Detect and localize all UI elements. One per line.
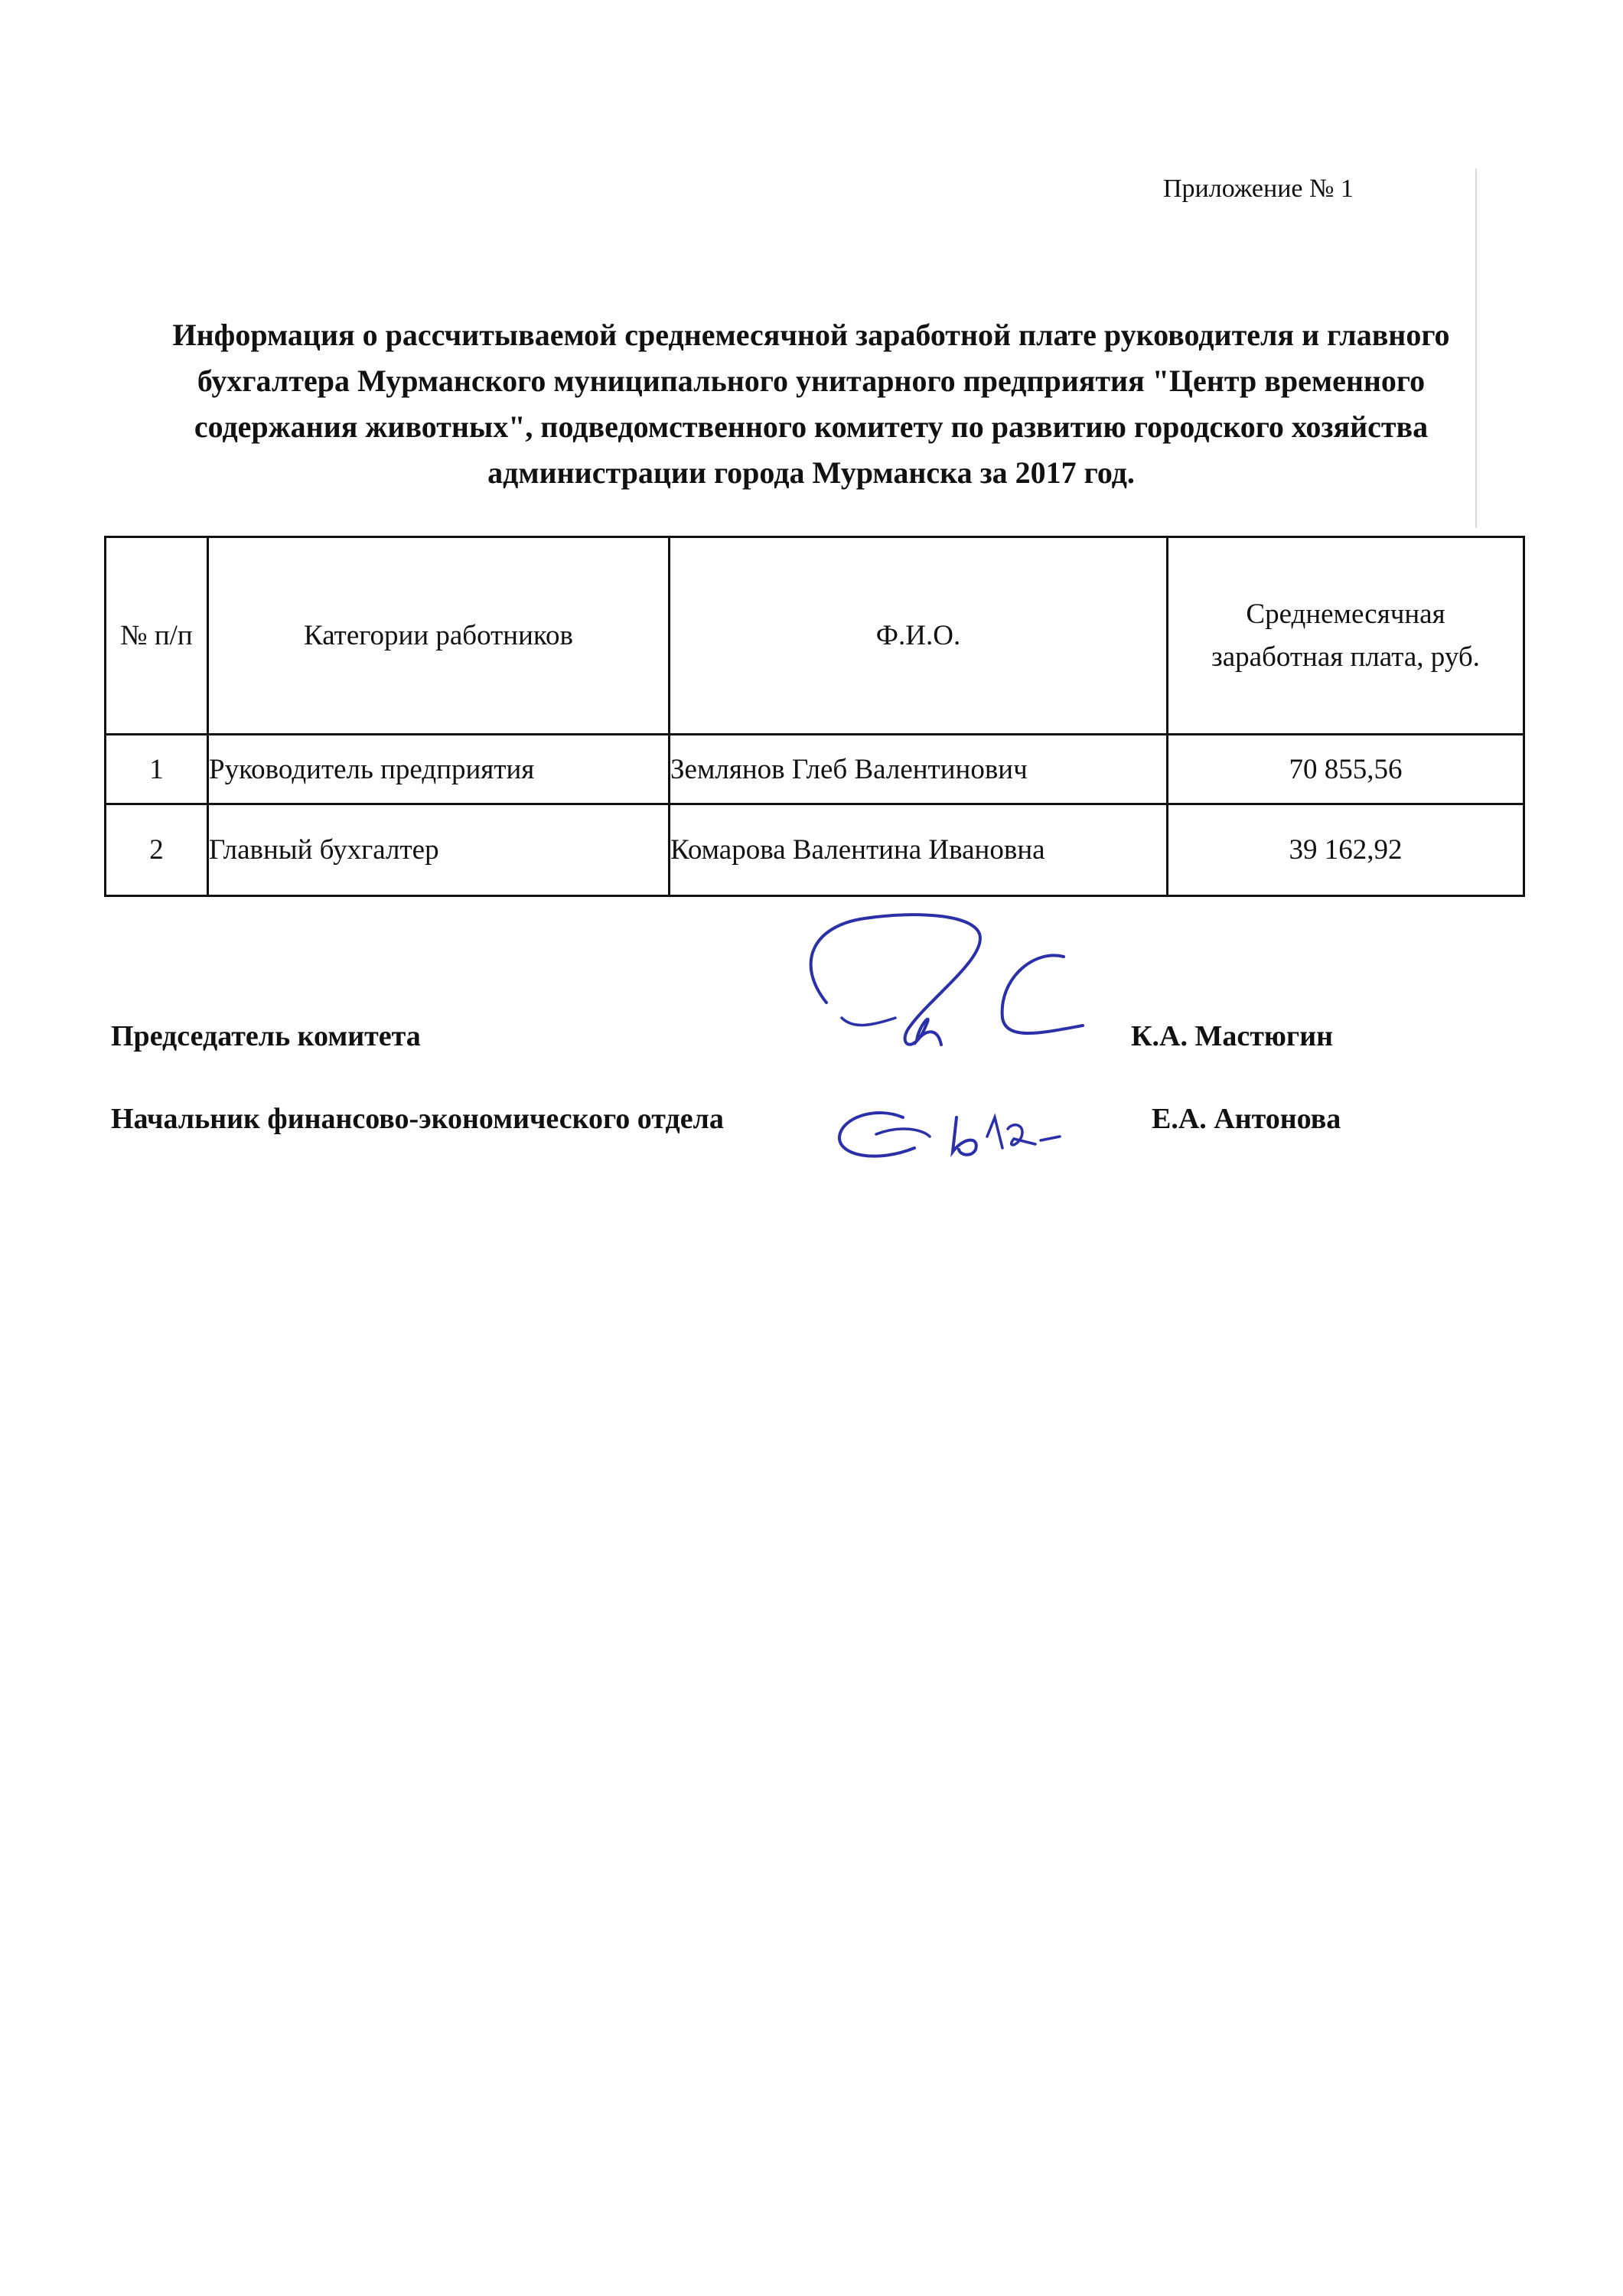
finance-head-title: Начальник финансово-экономического отдела	[111, 1103, 724, 1135]
chairman-name: К.А. Мастюгин	[1131, 1020, 1333, 1052]
table-header-row	[106, 537, 1524, 735]
header-category: Категории работников	[208, 537, 670, 735]
row-category: Главный бухгалтер	[208, 804, 670, 896]
title-line-1: Информация о рассчитываемой среднемесячной заработной плате руководителя и главного	[172, 318, 1450, 352]
row-salary: 39 162,92	[1168, 804, 1524, 896]
row-fio: Комарова Валентина Ивановна	[670, 804, 1168, 896]
header-salary	[1168, 537, 1524, 735]
title-line-3: содержания животных", подведомственного комитету по развитию городского хозяйства	[194, 409, 1429, 444]
appendix-label: Приложение № 1	[1163, 174, 1354, 203]
finance-head-signature	[830, 1094, 1083, 1179]
row-fio: Землянов Глеб Валентинович	[670, 735, 1168, 804]
header-num: № п/п	[106, 537, 208, 735]
row-category: Руководитель предприятия	[208, 735, 670, 804]
row-num: 2	[106, 804, 208, 896]
row-num: 1	[106, 735, 208, 804]
title-line-4: администрации города Мурманска за 2017 год.	[487, 455, 1135, 490]
row-salary: 70 855,56	[1168, 735, 1524, 804]
salary-table	[104, 536, 1525, 897]
table-row	[106, 804, 1524, 896]
title-line-2: бухгалтера Мурманского муниципального унитарного предприятия "Центр временного	[197, 364, 1426, 398]
header-salary-line1: Среднемесячная	[1246, 598, 1445, 630]
document-title	[115, 312, 1507, 496]
header-salary-line2: заработная плата, руб.	[1211, 641, 1480, 673]
header-fio: Ф.И.О.	[670, 537, 1168, 735]
chairman-title: Председатель комитета	[111, 1020, 421, 1052]
table-row	[106, 735, 1524, 804]
finance-head-name: Е.А. Антонова	[1152, 1103, 1341, 1135]
chairman-signature	[781, 895, 1102, 1071]
